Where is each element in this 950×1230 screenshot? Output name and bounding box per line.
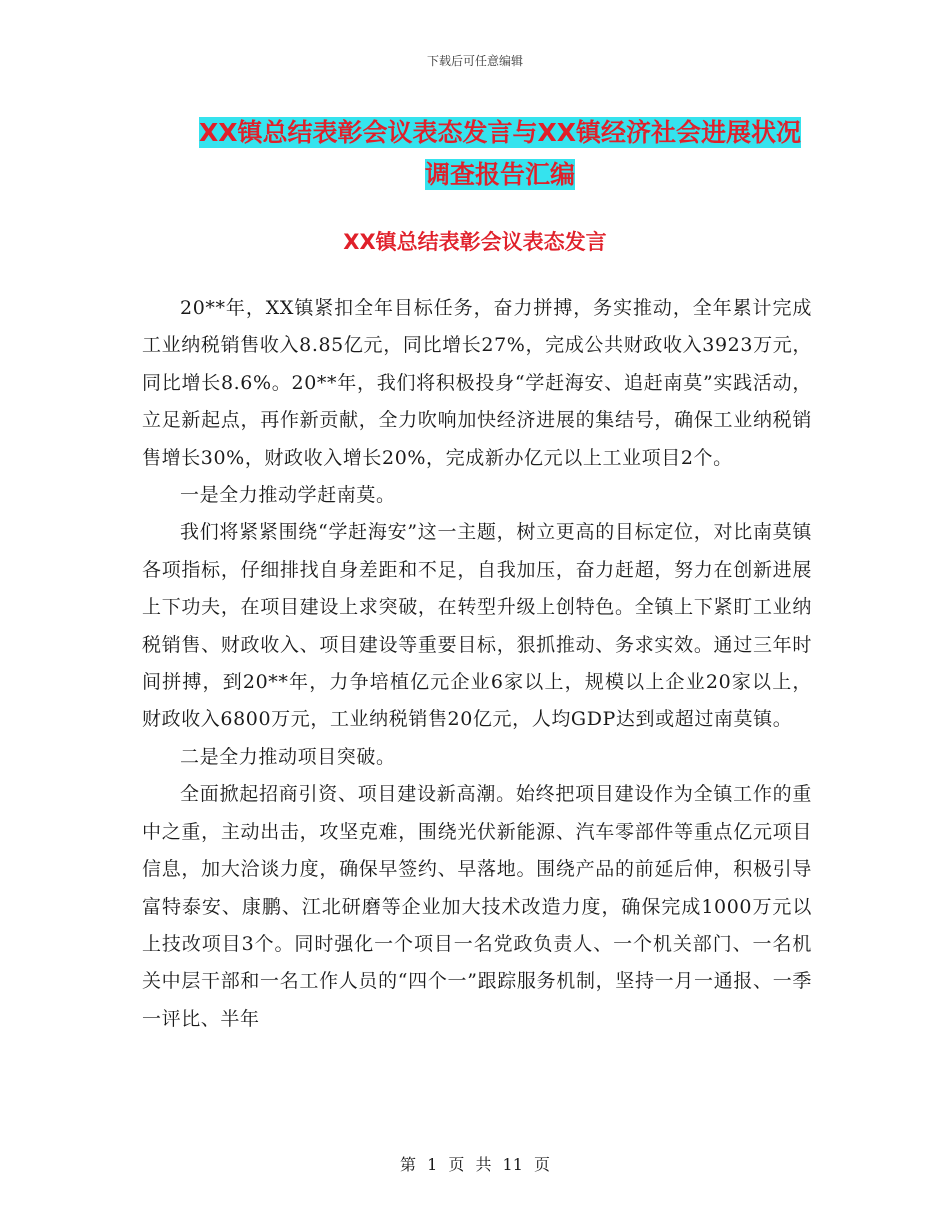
paragraph: 一是全力推动学赶南莫。	[180, 484, 396, 507]
section-title: XX镇总结表彰会议表态发言	[343, 230, 607, 254]
document-title-line-2: 调查报告汇编	[424, 160, 575, 189]
paragraph: 20**年，XX镇紧扣全年目标任务，奋力拼搏，务实推动，全年累计完成工业纳税销售收入8.85亿元，同比增长27%，完成公共财政收入3923万元，同比增长8.6%。20**年，我们将积极投身“学赶海安、追赶南莫”实践活动，立足新起点，再作新贡献，全力吹响加快经济进展的集结号，确保工业纳税销售增长30%，财政收入增长20%，完成新办亿元以上工业项目2个。	[142, 297, 812, 469]
header-note: 下载后可任意编辑	[426, 54, 523, 68]
page-footer: 第 1 页 共 11 页	[400, 1155, 550, 1174]
body-text	[142, 290, 812, 1038]
paragraph: 二是全力推动项目突破。	[180, 745, 396, 768]
document-title-line-1: XX镇总结表彰会议表态发言与XX镇经济社会进展状况	[198, 118, 802, 147]
document-title	[140, 112, 860, 196]
paragraph: 全面掀起招商引资、项目建设新高潮。始终把项目建设作为全镇工作的重中之重，主动出击，攻坚克难，围绕光伏新能源、汽车零部件等重点亿元项目信息，加大洽谈力度，确保早签约、早落地。围绕产品的前延后伸，积极引导富特泰安、康鹏、江北研磨等企业加大技术改造力度，确保完成1000万元以上技改项目3个。同时强化一个项目一名党政负责人、一个机关部门、一名机关中层干部和一名工作人员的“四个一”跟踪服务机制，坚持一月一通报、一季一评比、半年	[142, 783, 812, 1030]
paragraph: 我们将紧紧围绕“学赶海安”这一主题，树立更高的目标定位，对比南莫镇各项指标，仔细排找自身差距和不足，自我加压，奋力赶超，努力在创新进展上下功夫，在项目建设上求突破，在转型升级上创特色。全镇上下紧盯工业纳税销售、财政收入、项目建设等重要目标，狠抓推动、务求实效。通过三年时间拼搏，到20**年，力争培植亿元企业6家以上，规模以上企业20家以上，财政收入6800万元，工业纳税销售20亿元，人均GDP达到或超过南莫镇。	[142, 521, 812, 731]
